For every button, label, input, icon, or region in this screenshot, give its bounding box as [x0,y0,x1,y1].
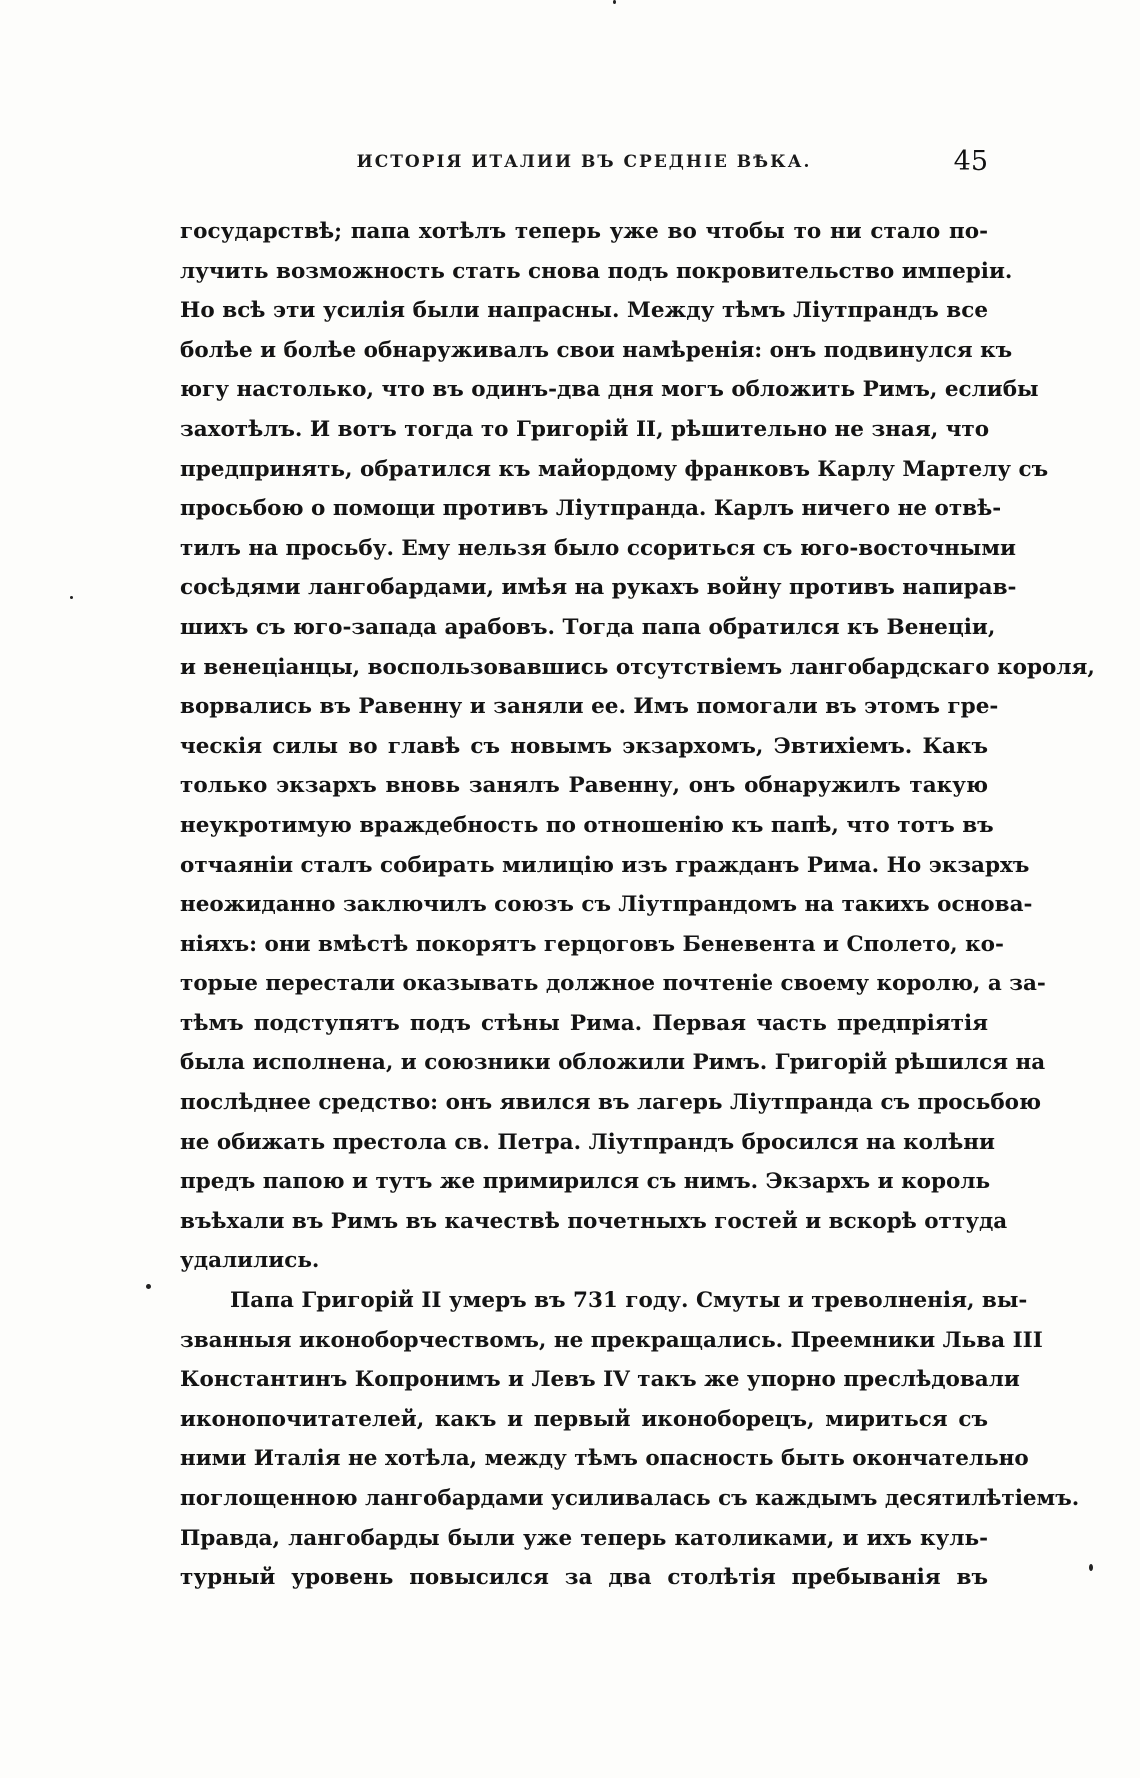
print-speck [146,1284,151,1289]
print-speck [70,596,73,599]
text-line: государствѣ; папа хотѣлъ теперь уже во чтобы то ни стало по- [180,219,988,244]
text-line: иконопочитателей, какъ и первый иконоборецъ, мириться съ [180,1406,988,1432]
text-line: ческія силы во главѣ съ новымъ экзархомъ, Эвтихіемъ. Какъ [180,733,988,759]
text-line: лучить возможность стать снова подъ покровительство имперіи. [180,258,1013,284]
text-line: югу настолько, что въ одинъ-два дня могъ обложить Римъ, еслибы [180,377,1039,403]
page-number: 45 [953,146,988,177]
print-speck [1089,1564,1093,1571]
text-line: Правда, лангобарды были уже теперь католиками, и ихъ куль- [180,1525,988,1551]
page-header [180,148,988,184]
paragraph-end-line: удалились. [180,1248,320,1274]
paragraph-start-line: Папа Григорій II умеръ въ 731 году. Смуты и треволненія, вы- [230,1288,1028,1314]
text-line: была исполнена, и союзники обложили Римъ. Григорій рѣшился на [180,1050,1046,1076]
text-line: и венеціанцы, воспользовавшись отсутствіемъ лангобардскаго короля, [180,654,1095,680]
text-line: захотѣлъ. И вотъ тогда то Григорій II, рѣшительно не зная, что [180,416,990,442]
text-line: ворвались въ Равенну и заняли ее. Имъ помогали въ этомъ гре- [180,694,999,720]
text-line: тилъ на просьбу. Ему нельзя было ссориться съ юго-восточными [180,535,1016,561]
running-title: ИСТОРІЯ ИТАЛИИ ВЪ СРЕДНІЕ ВѢКА. [356,152,812,172]
text-line: только экзархъ вновь занялъ Равенну, онъ обнаружилъ такую [180,773,988,799]
print-speck [613,0,616,4]
text-line: ними Италія не хотѣла, между тѣмъ опасность быть окончательно [180,1446,1029,1472]
text-line: тѣмъ подступятъ подъ стѣны Рима. Первая часть предпріятія [180,1010,988,1036]
body-text [180,212,1095,1598]
text-line: поглощенною лангобардами усиливалась съ каждымъ десятилѣтіемъ. [180,1486,1080,1511]
text-line: званныя иконоборчествомъ, не прекращались. Преемники Льва III [180,1327,1043,1353]
text-line: турный уровень повысился за два столѣтія пребыванія въ [180,1565,988,1591]
text-line: неукротимую враждебность по отношенію къ папѣ, что тотъ въ [180,812,994,838]
text-line: Константинъ Копронимъ и Левъ IV такъ же упорно преслѣдовали [180,1367,1020,1393]
text-line: предъ папою и тутъ же примирился съ нимъ. Экзархъ и король [180,1169,991,1195]
text-line: болѣе и болѣе обнаруживалъ свои намѣренія: онъ подвинулся къ [180,337,1013,363]
text-line: не обижать престола св. Петра. Ліутпрандъ бросился на колѣни [180,1129,995,1155]
text-line: предпринять, обратился къ майордому франковъ Карлу Мартелу съ [180,456,1049,482]
text-line: сосѣдями лангобардами, имѣя на рукахъ войну противъ напирав- [180,575,1017,601]
text-line: Но всѣ эти усилія были напрасны. Между тѣмъ Ліутпрандъ все [180,298,988,324]
text-line: просьбою о помощи противъ Ліутпранда. Карлъ ничего не отвѣ- [180,496,1002,522]
text-line: ніяхъ: они вмѣстѣ покорятъ герцоговъ Беневента и Сполето, ко- [180,931,1004,957]
text-line: торые перестали оказывать должное почтеніе своему королю, а за- [180,971,1046,997]
text-line: неожиданно заключилъ союзъ съ Ліутпрандомъ на такихъ основа- [180,892,1033,918]
text-line: шихъ съ юго-запада арабовъ. Тогда папа обратился къ Венеціи, [180,614,996,640]
text-line: послѣднее средство: онъ явился въ лагерь Ліутпранда съ просьбою [180,1090,1042,1116]
text-line: въѣхали въ Римъ въ качествѣ почетныхъ гостей и вскорѣ оттуда [180,1208,1008,1234]
text-line: отчаяніи сталъ собирать милицію изъ гражданъ Рима. Но экзархъ [180,852,1030,878]
